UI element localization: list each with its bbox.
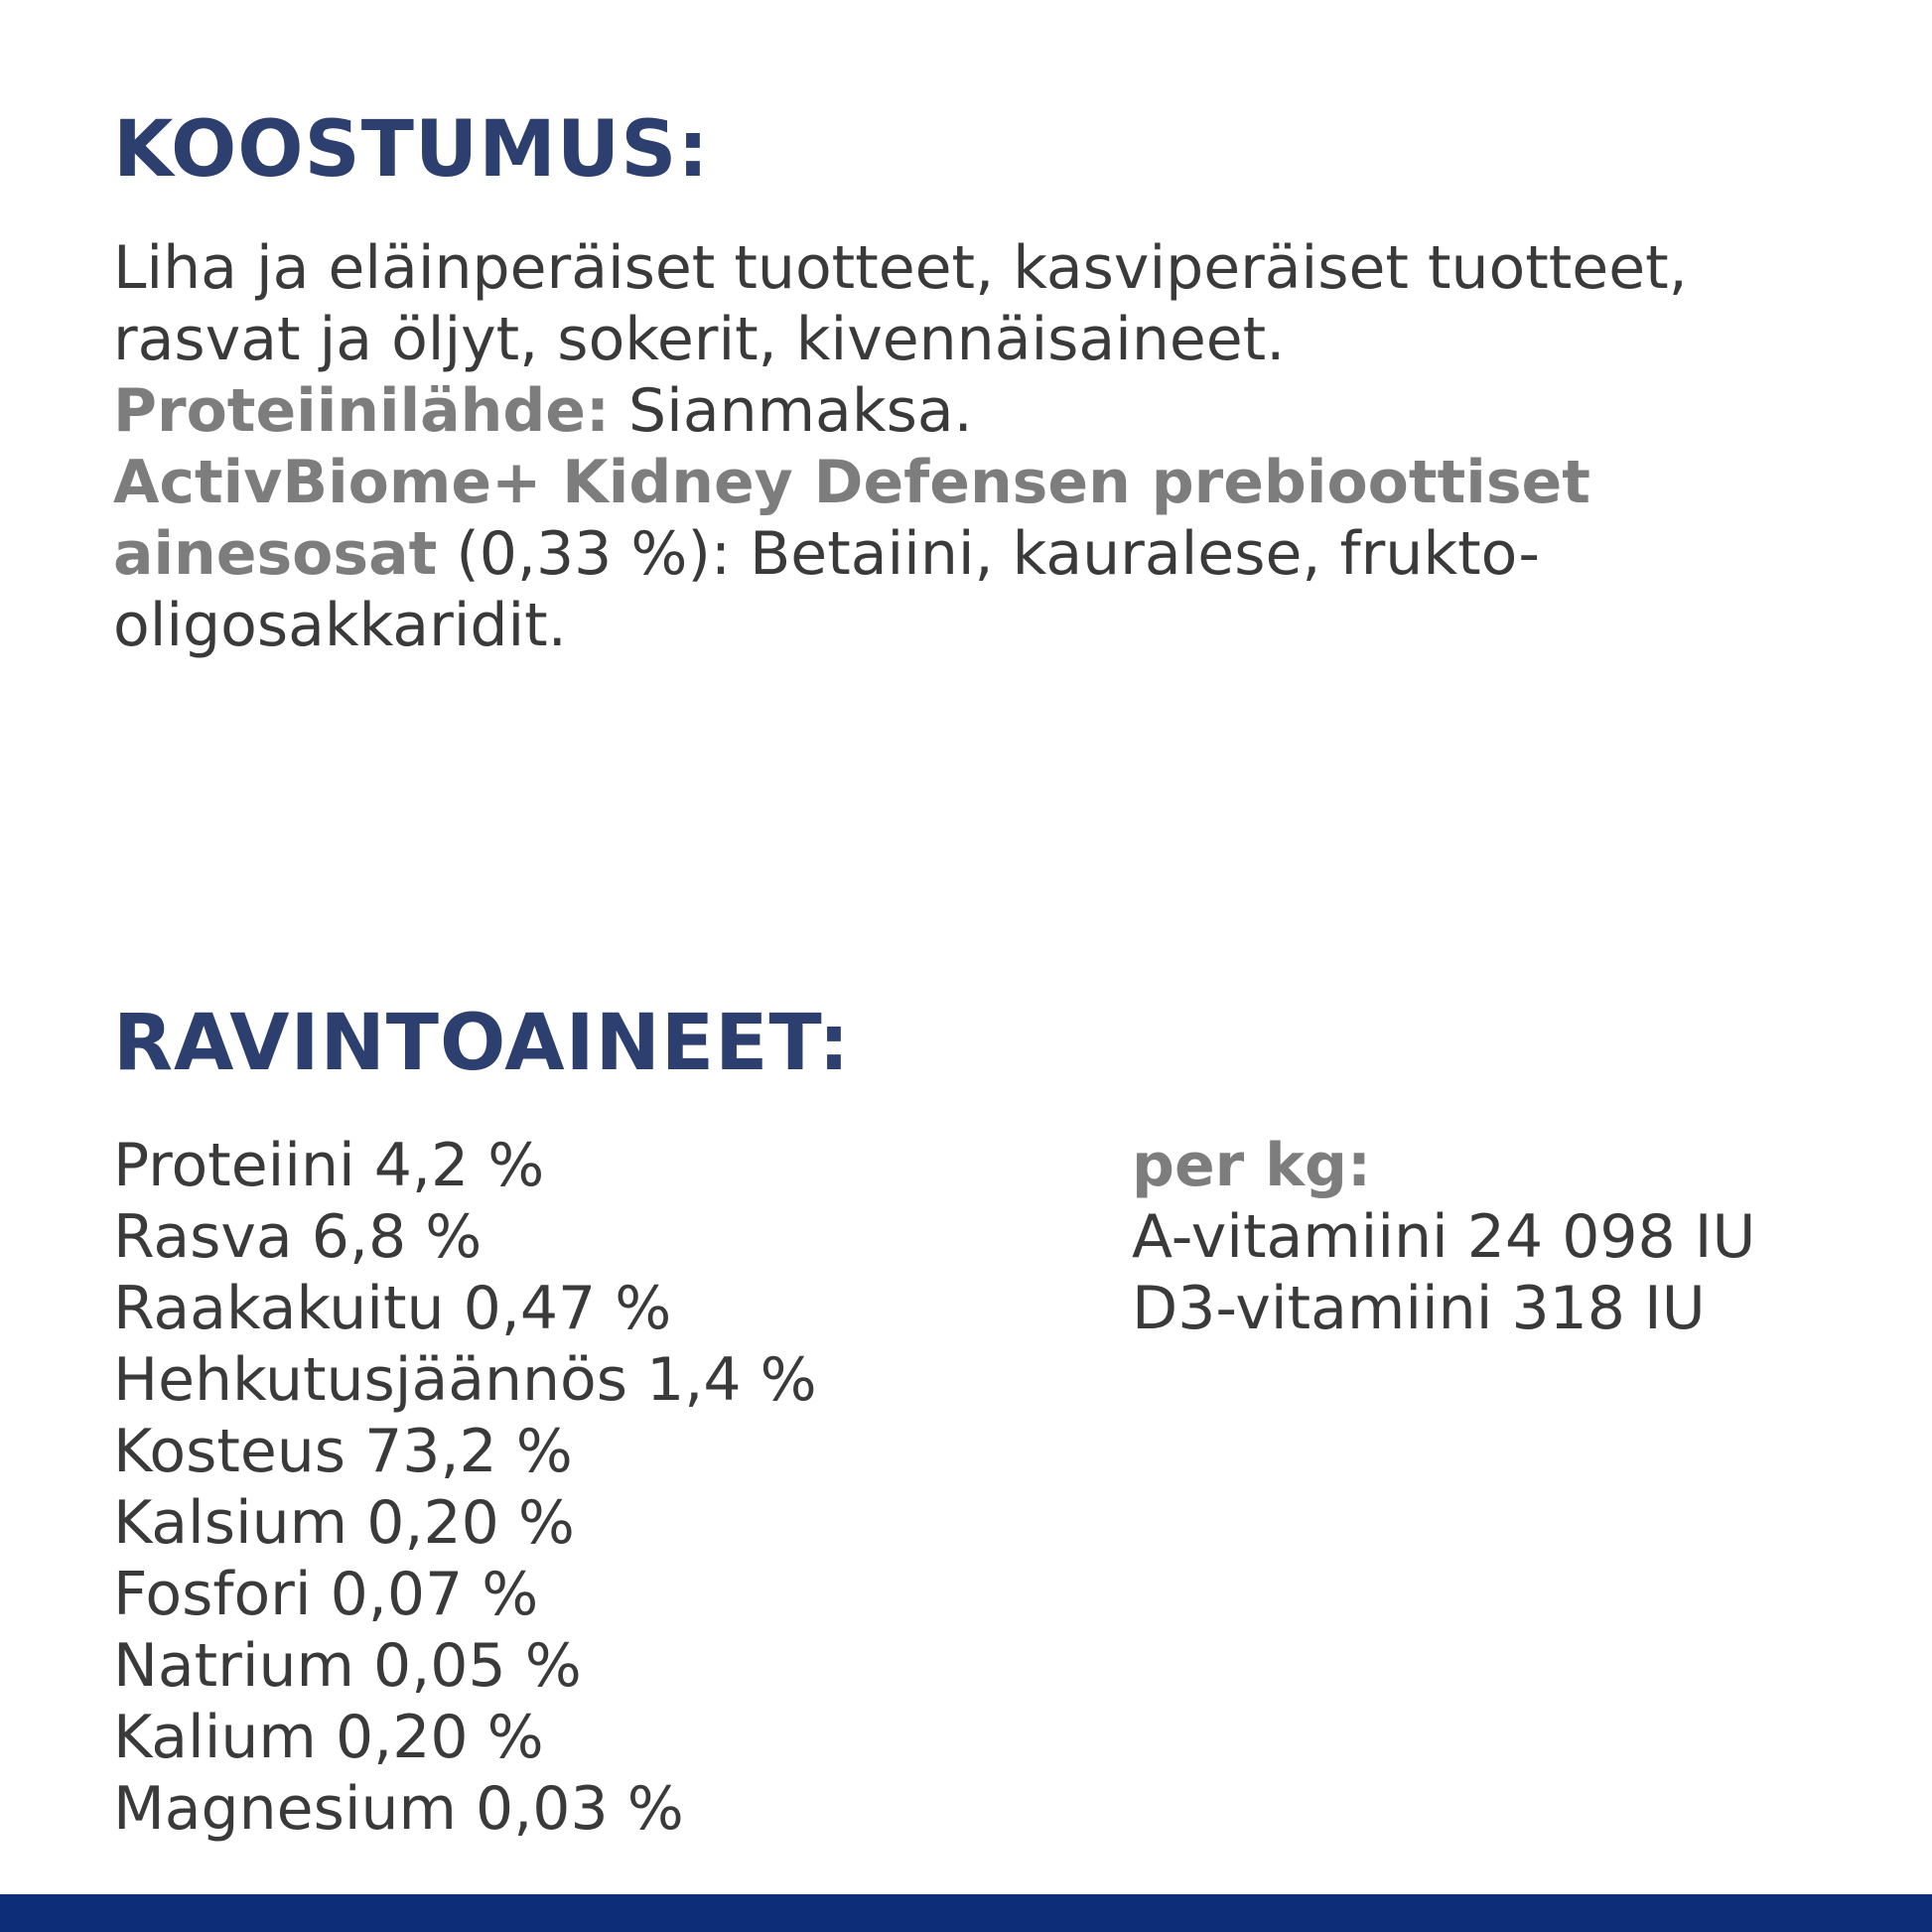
composition-text (113, 232, 1880, 661)
prebiotic-label: ActivBiome+ Kidney Defensen prebioottiset ainesosat (113, 448, 1590, 589)
nutrient-item: Kalium 0,20 % (113, 1703, 544, 1772)
protein-source-label: Proteiinilähde: (113, 376, 610, 446)
vitamin-item: A-vitamiini 24 098 IU (1132, 1202, 1756, 1272)
vitamin-list (1132, 1201, 1755, 1344)
ingredients-text: Liha ja eläinperäiset tuotteet, kasviperäiset tuotteet, rasvat ja öljyt, sokerit, kivennäisaineet. (113, 233, 1688, 374)
nutrient-list (113, 1130, 817, 1845)
vitamin-item: D3-vitamiini 318 IU (1132, 1274, 1706, 1343)
nutrient-item: Magnesium 0,03 % (113, 1774, 684, 1844)
nutrient-item: Kosteus 73,2 % (113, 1417, 573, 1486)
per-kg-label: per kg: (1132, 1131, 1371, 1200)
nutrient-item: Raakakuitu 0,47 % (113, 1274, 672, 1343)
nutrient-item: Hehkutusjäännös 1,4 % (113, 1345, 817, 1415)
nutrient-item: Natrium 0,05 % (113, 1631, 582, 1701)
nutrient-item: Kalsium 0,20 % (113, 1488, 575, 1558)
nutrient-item: Proteiini 4,2 % (113, 1131, 545, 1200)
prebiotic-value: (0,33 %): Betaiini, kauralese, frukto-oligosakkaridit. (113, 519, 1541, 660)
prebiotic-line (113, 447, 1880, 661)
nutrient-item: Rasva 6,8 % (113, 1202, 483, 1272)
per-kg-section (1132, 1130, 1755, 1344)
nutrient-item: Fosfori 0,07 % (113, 1560, 539, 1629)
nutrients-heading: RAVINTOAINEET: (113, 999, 851, 1088)
composition-heading: KOOSTUMUS: (113, 105, 710, 195)
protein-source-line (113, 375, 1880, 447)
bottom-bar (0, 1894, 1932, 1932)
protein-source-value: Sianmaksa. (609, 376, 973, 446)
